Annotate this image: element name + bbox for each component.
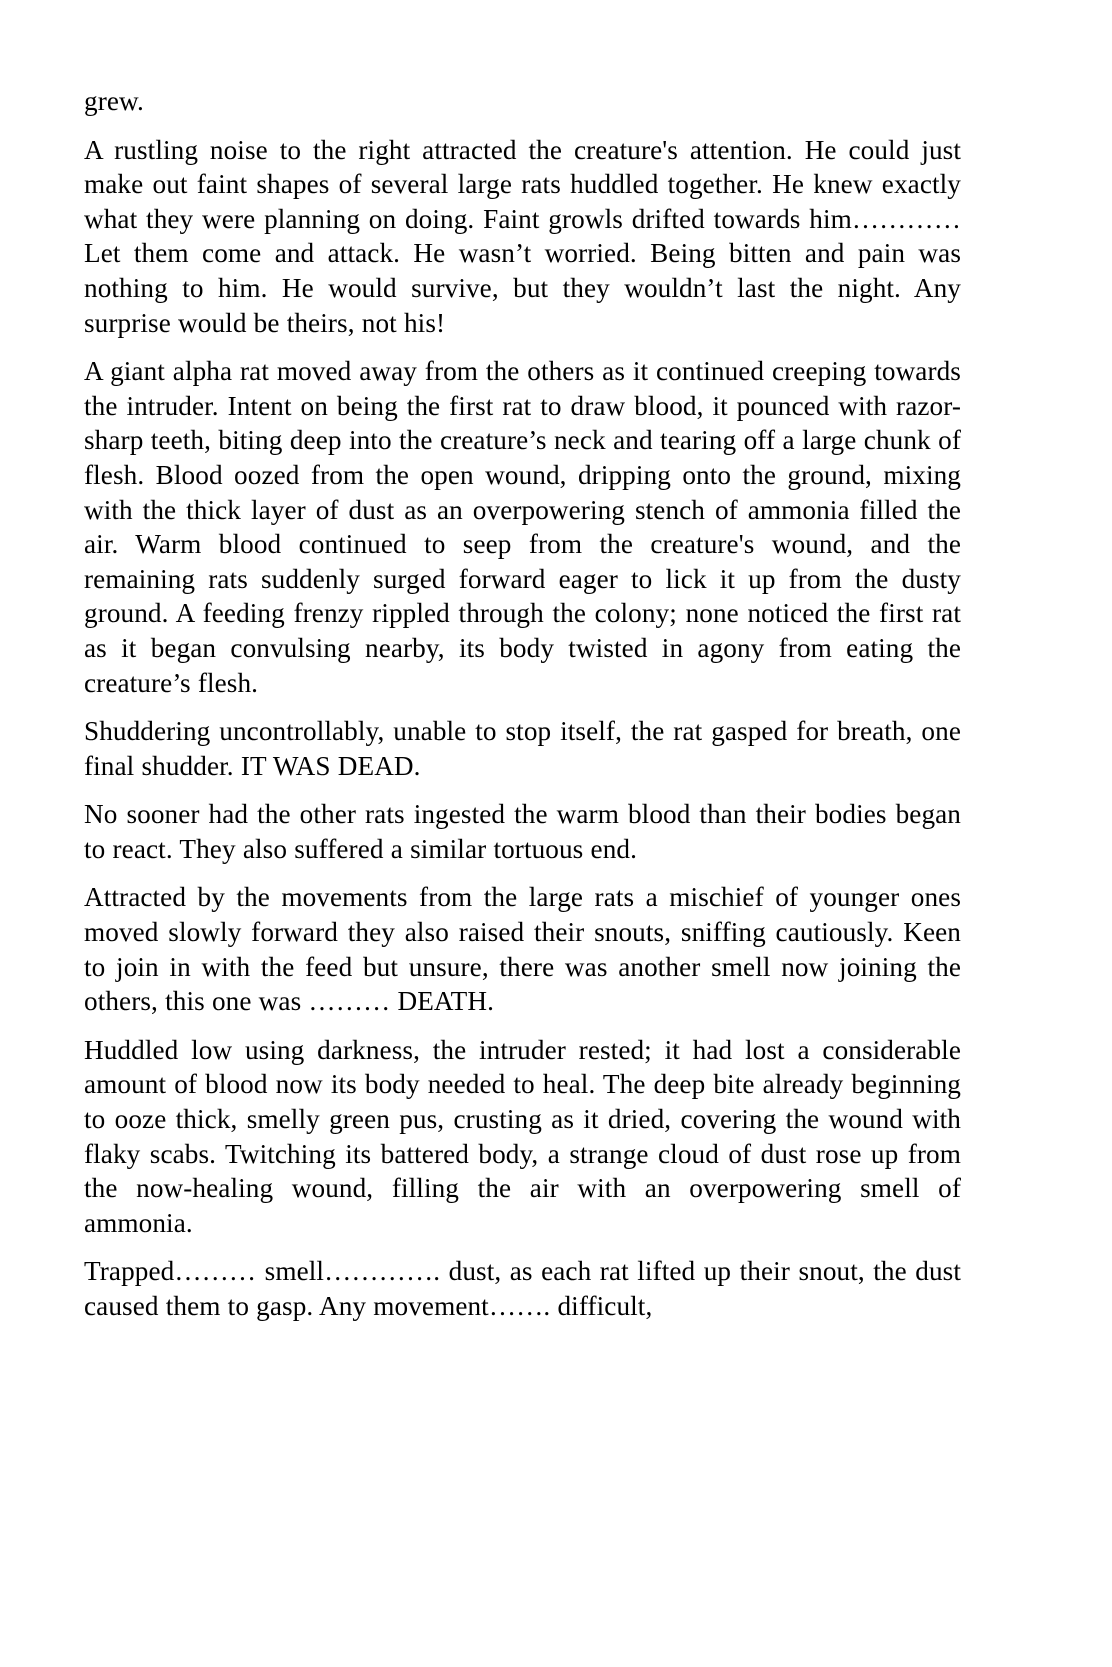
body-text-column	[84, 84, 961, 1324]
paragraph: No sooner had the other rats ingested the warm blood than their bodies began to react. They also suffered a similar tortuous end.	[84, 799, 961, 864]
paragraph: Trapped……… smell…………. dust, as each rat lifted up their snout, the dust caused them to gasp. Any movement……. difficult,	[84, 1256, 961, 1321]
paragraph: A rustling noise to the right attracted the creature's attention. He could just make out faint shapes of several large rats huddled together. He knew exactly what they were planning on doing. Faint growls drifted towards him………… Let them come and attack. He wasn’t worried. Being bitten and pain was nothing to him. He would survive, but they wouldn’t last the night. Any surprise would be theirs, not his!	[84, 134, 961, 338]
paragraph: grew.	[84, 86, 144, 116]
paragraph: Attracted by the movements from the large rats a mischief of younger ones moved slowly forward they also raised their snouts, sniffing cautiously. Keen to join in with the feed but unsure, there was another smell now joining the others, this one was ……… DEATH.	[84, 882, 961, 1017]
paragraph: A giant alpha rat moved away from the others as it continued creeping towards the intruder. Intent on being the first rat to draw blood, it pounced with razor-sharp teeth, biting deep into the creature’s neck and tearing off a large chunk of flesh. Blood oozed from the open wound, dripping onto the ground, mixing with the thick layer of dust as an overpowering stench of ammonia filled the air. Warm blood continued to seep from the creature's wound, and the remaining rats suddenly surged forward eager to lick it up from the dusty ground. A feeding frenzy rippled through the colony; none noticed the first rat as it began convulsing nearby, its body twisted in agony from eating the creature’s flesh.	[84, 356, 961, 698]
paragraph: Shuddering uncontrollably, unable to stop itself, the rat gasped for breath, one final shudder. IT WAS DEAD.	[84, 716, 961, 781]
paragraph: Huddled low using darkness, the intruder rested; it had lost a considerable amount of blood now its body needed to heal. The deep bite already beginning to ooze thick, smelly green pus, crusting as it dried, covering the wound with flaky scabs. Twitching its battered body, a strange cloud of dust rose up from the now-healing wound, filling the air with an overpowering smell of ammonia.	[84, 1034, 961, 1238]
